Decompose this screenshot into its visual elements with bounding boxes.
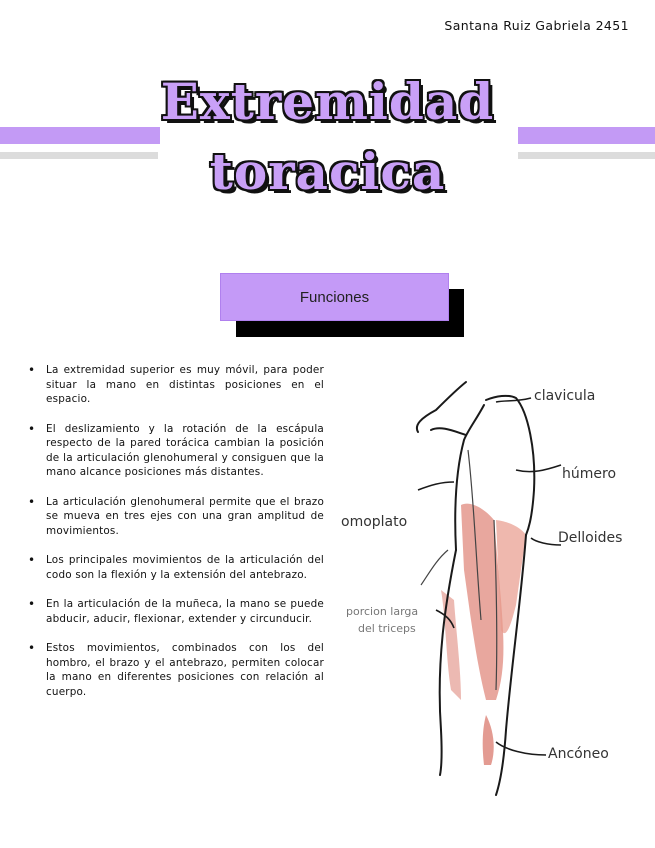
label-anconeo: Ancóneo [548, 746, 609, 762]
list-item: • La articulación glenohumeral permite que el brazo se mueva en tres ejes con una gran amplitud de movimientos. [28, 495, 324, 539]
anconeus-shading [483, 715, 494, 765]
label-porcion-line2: del triceps [358, 622, 416, 635]
arm-anatomy-drawing [336, 370, 636, 800]
label-clavicula: clavicula [534, 388, 596, 404]
page-title-line-2: toracica [209, 142, 446, 201]
list-item: • En la articulación de la muñeca, la mano se puede abducir, aducir, flexionar, extender y circunducir. [28, 597, 324, 626]
list-item: • Estos movimientos, combinados con los del hombro, el brazo y el antebrazo, permiten colocar la mano en diferentes posiciones con relación al cuerpo. [28, 641, 324, 699]
label-humero: húmero [562, 466, 617, 482]
section-label: Funciones [220, 273, 449, 321]
function-list [28, 363, 324, 714]
page-title-line-1: Extremidad [160, 72, 495, 131]
list-item: • Los principales movimientos de la articulación del codo son la flexión y la extensión del antebrazo. [28, 553, 324, 582]
author-name: Santana Ruiz Gabriela 2451 [444, 18, 629, 33]
list-item: • La extremidad superior es muy móvil, para poder situar la mano en distintas posiciones en el espacio. [28, 363, 324, 407]
label-omoplato: omoplato [341, 514, 408, 530]
forearm-shading [441, 590, 461, 700]
label-porcion-line1: porcion larga [346, 605, 419, 618]
list-item: • El deslizamiento y la rotación de la escápula respecto de la pared torácica cambian la posición de la articulación glenohumeral y consiguen que la mano alcance posiciones más distantes. [28, 422, 324, 480]
label-deltoides: Delloides [558, 530, 623, 546]
